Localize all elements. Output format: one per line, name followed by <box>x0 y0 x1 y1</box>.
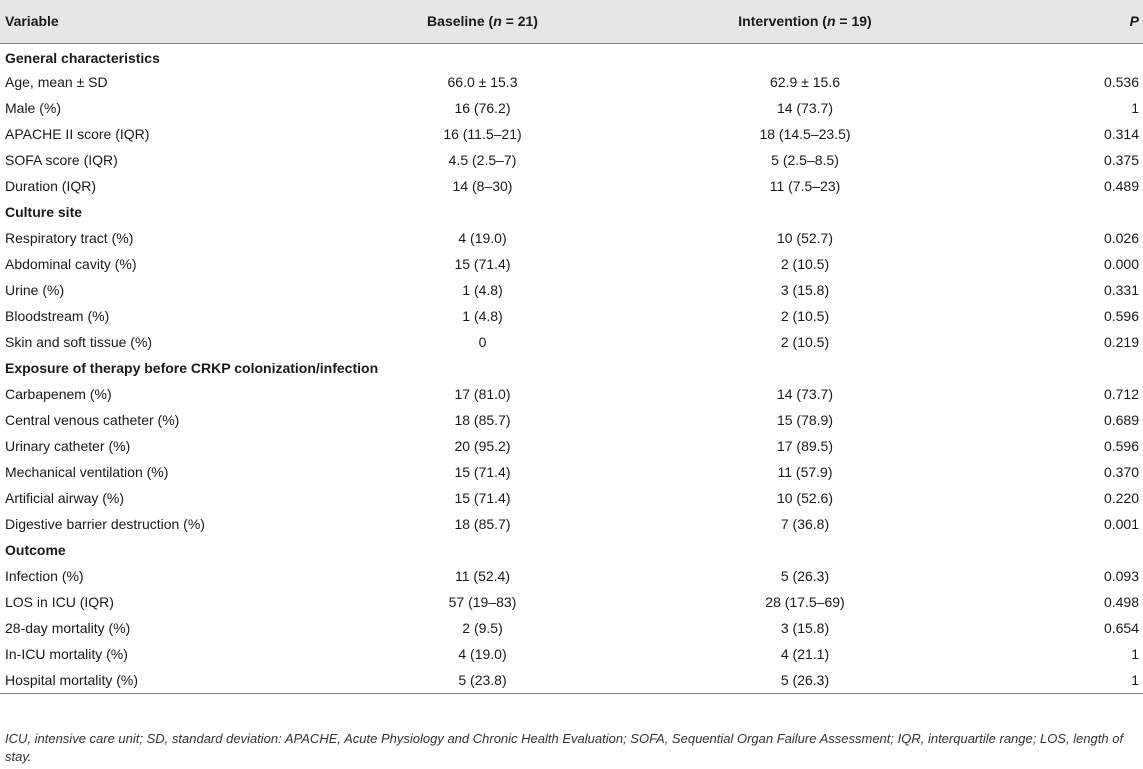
header-intervention-suffix: = 19) <box>835 13 872 30</box>
header-intervention-prefix: Intervention ( <box>738 13 827 30</box>
cell-baseline: 18 (85.7) <box>454 412 511 428</box>
cell-intervention: 14 (73.7) <box>776 386 834 402</box>
header-intervention-n: n <box>826 13 836 30</box>
table-row <box>0 433 1143 459</box>
section-title: General characteristics <box>5 50 160 67</box>
table-row <box>0 225 1143 251</box>
cell-p-value: 0.000 <box>1103 256 1139 272</box>
cell-p-value: 1 <box>1005 667 1143 693</box>
cell-intervention: 3 (15.8) <box>780 620 830 636</box>
table-row <box>0 381 1143 407</box>
cell-baseline: 2 (9.5) <box>462 620 503 636</box>
cell-baseline: 16 (11.5–21) <box>443 126 522 142</box>
cell-p-value: 0.220 <box>1103 490 1139 506</box>
cell-baseline: 20 (95.2) <box>454 438 511 454</box>
cell-p-value: 0.093 <box>1103 568 1139 584</box>
cell-baseline: 1 (4.8) <box>462 282 503 298</box>
cell-baseline: 15 (71.4) <box>454 256 511 272</box>
table-row <box>0 589 1143 615</box>
cell-variable: Central venous catheter (%) <box>5 412 180 428</box>
cell-baseline: 4 (19.0) <box>458 230 507 246</box>
cell-p-value: 0.370 <box>1103 464 1139 480</box>
cell-intervention: 3 (15.8) <box>780 282 830 298</box>
header-baseline-suffix: = 21) <box>501 13 538 30</box>
header-p: P <box>1005 0 1143 43</box>
cell-baseline: 11 (52.4) <box>455 568 510 584</box>
cell-p-value: 0.498 <box>1103 594 1139 610</box>
cell-intervention: 15 (78.9) <box>776 412 834 428</box>
cell-variable: Infection (%) <box>5 568 84 584</box>
cell-baseline: 1 (4.8) <box>462 308 503 324</box>
cell-variable: Duration (IQR) <box>5 178 97 194</box>
table-row <box>0 485 1143 511</box>
cell-variable: Digestive barrier destruction (%) <box>5 516 205 532</box>
cell-variable: Hospital mortality (%) <box>0 667 360 693</box>
table-footnote: ICU, intensive care unit; SD, standard deviation: APACHE, Acute Physiology and Chronic Health Evaluation; SOFA, Sequential Organ Failure Assessment; IQR, interquartile range; LOS, length of stay. <box>5 731 1124 764</box>
cell-p-value: 0.536 <box>1103 74 1139 90</box>
cell-intervention: 17 (89.5) <box>776 438 834 454</box>
cell-p-value: 0.331 <box>1103 282 1139 298</box>
cell-baseline: 0 <box>478 334 487 350</box>
section-title: Culture site <box>5 204 83 220</box>
cell-intervention: 2 (10.5) <box>780 334 830 350</box>
cell-baseline: 66.0 ± 15.3 <box>447 74 518 90</box>
cell-intervention: 5 (26.3) <box>780 568 830 584</box>
cell-intervention: 10 (52.7) <box>776 230 834 246</box>
table-header <box>0 0 1143 43</box>
cell-variable: APACHE II score (IQR) <box>5 126 150 142</box>
cell-intervention: 4 (21.1) <box>780 646 830 662</box>
cell-variable: Respiratory tract (%) <box>5 230 134 246</box>
cell-p-value: 0.219 <box>1103 334 1139 350</box>
table-row <box>0 251 1143 277</box>
cell-baseline: 5 (23.8) <box>360 667 605 693</box>
section-title: Exposure of therapy before CRKP colonization/infection <box>5 360 379 376</box>
cell-variable: LOS in ICU (IQR) <box>5 594 114 610</box>
cell-p-value: 0.689 <box>1103 412 1139 428</box>
table-row <box>0 303 1143 329</box>
table-row <box>0 459 1143 485</box>
cell-intervention: 18 (14.5–23.5) <box>759 126 851 142</box>
table-row <box>0 277 1143 303</box>
cell-variable: 28-day mortality (%) <box>5 620 131 636</box>
table-row <box>0 121 1143 147</box>
cell-p-value: 1 <box>1131 100 1139 116</box>
table-row <box>0 95 1143 121</box>
cell-p-value: 0.596 <box>1103 438 1139 454</box>
cell-baseline: 17 (81.0) <box>454 386 511 402</box>
cell-variable: Bloodstream (%) <box>5 308 110 324</box>
cell-baseline: 15 (71.4) <box>454 490 511 506</box>
header-baseline-prefix: Baseline ( <box>427 13 494 30</box>
cell-p-value: 0.314 <box>1103 126 1139 142</box>
table-row <box>0 69 1143 95</box>
cell-variable: Mechanical ventilation (%) <box>5 464 169 480</box>
cell-intervention: 2 (10.5) <box>780 256 830 272</box>
cell-baseline: 57 (19–83) <box>448 594 517 610</box>
cell-baseline: 4 (19.0) <box>458 646 507 662</box>
table-row <box>0 329 1143 355</box>
cell-p-value: 0.712 <box>1103 386 1139 402</box>
cell-p-value: 0.596 <box>1103 308 1139 324</box>
cell-variable: Carbapenem (%) <box>5 386 112 402</box>
section-header-row <box>0 537 1143 563</box>
cell-intervention: 14 (73.7) <box>776 100 834 116</box>
cell-p-value: 0.001 <box>1103 516 1139 532</box>
header-intervention <box>605 0 1005 43</box>
header-baseline <box>360 0 605 43</box>
table-row <box>0 147 1143 173</box>
cell-baseline: 15 (71.4) <box>454 464 511 480</box>
cell-variable: Skin and soft tissue (%) <box>5 334 153 350</box>
cell-p-value: 1 <box>1131 646 1139 662</box>
cell-baseline: 18 (85.7) <box>454 516 511 532</box>
cell-variable: In-ICU mortality (%) <box>5 646 128 662</box>
cell-baseline: 16 (76.2) <box>454 100 511 116</box>
header-baseline-n: n <box>493 13 502 30</box>
cell-p-value: 0.654 <box>1103 620 1139 636</box>
table-row <box>0 563 1143 589</box>
cell-intervention: 11 (7.5–23) <box>769 178 841 194</box>
cell-p-value: 0.375 <box>1103 152 1139 168</box>
cell-variable: Urine (%) <box>5 282 65 298</box>
cell-intervention: 5 (26.3) <box>605 667 1005 693</box>
table-row <box>0 407 1143 433</box>
cell-p-value: 0.489 <box>1103 178 1139 194</box>
cell-intervention: 11 (57.9) <box>777 464 833 480</box>
cell-intervention: 10 (52.6) <box>776 490 834 506</box>
table-row <box>0 641 1143 667</box>
cell-intervention: 2 (10.5) <box>780 308 830 324</box>
table-row <box>0 615 1143 641</box>
section-header-row <box>0 199 1143 225</box>
cell-variable: Artificial airway (%) <box>5 490 125 506</box>
cell-variable: Age, mean ± SD <box>5 74 108 90</box>
section-header-row <box>0 355 1143 381</box>
table-row <box>0 667 1143 693</box>
cell-variable: SOFA score (IQR) <box>5 152 118 168</box>
cell-intervention: 62.9 ± 15.6 <box>770 74 840 90</box>
table-row <box>0 173 1143 199</box>
cell-variable: Urinary catheter (%) <box>5 438 131 454</box>
cell-baseline: 14 (8–30) <box>452 178 513 194</box>
cell-intervention: 5 (2.5–8.5) <box>771 152 839 168</box>
cell-baseline: 4.5 (2.5–7) <box>448 152 517 168</box>
cell-variable: Male (%) <box>5 100 62 116</box>
section-header-row <box>0 43 1143 69</box>
section-title: Outcome <box>5 542 66 558</box>
header-row <box>0 0 1143 43</box>
cell-p-value: 0.026 <box>1103 230 1139 246</box>
cell-intervention: 7 (36.8) <box>780 516 830 532</box>
cell-intervention: 28 (17.5–69) <box>765 594 845 610</box>
table-row <box>0 511 1143 537</box>
header-variable: Variable <box>0 0 360 43</box>
table-body <box>0 43 1143 693</box>
cell-variable: Abdominal cavity (%) <box>5 256 137 272</box>
